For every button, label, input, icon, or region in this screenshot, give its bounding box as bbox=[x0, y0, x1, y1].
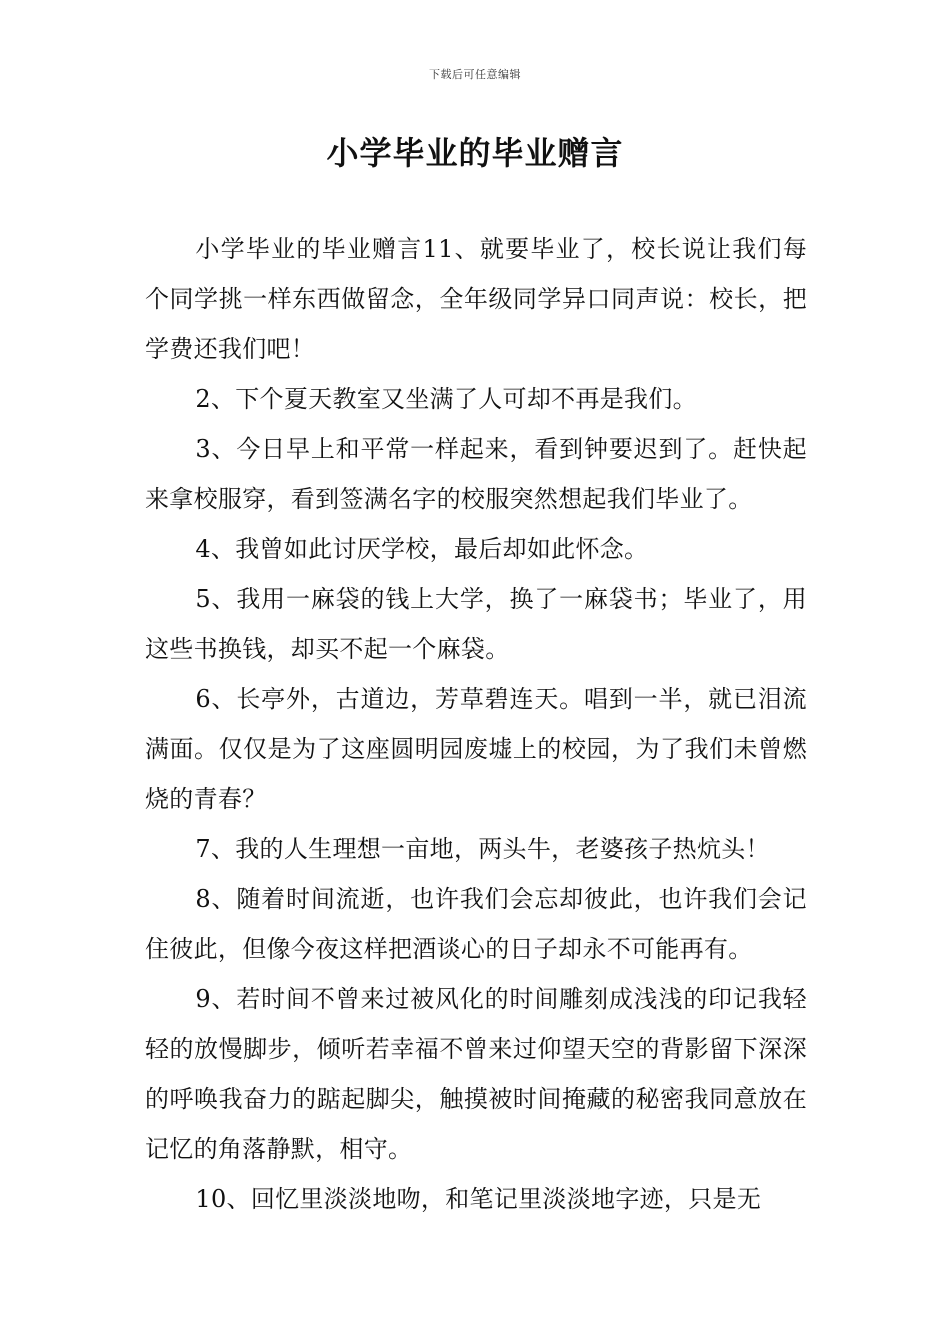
paragraph-3: 3、今日早上和平常一样起来，看到钟要迟到了。赶快起来拿校服穿，看到签满名字的校服突然想起我们毕业了。 bbox=[145, 435, 807, 513]
paragraph-2: 2、下个夏天教室又坐满了人可却不再是我们。 bbox=[195, 385, 697, 413]
paragraph-8: 8、随着时间流逝，也许我们会忘却彼此，也许我们会记住彼此，但像今夜这样把酒谈心的日子却永不可能再有。 bbox=[145, 885, 807, 963]
paragraph-9: 9、若时间不曾来过被风化的时间雕刻成浅浅的印记我轻轻的放慢脚步，倾听若幸福不曾来过仰望天空的背影留下深深的呼唤我奋力的踮起脚尖，触摸被时间掩藏的秘密我同意放在记忆的角落静默，相守。 bbox=[145, 985, 807, 1163]
paragraph-6: 6、长亭外，古道边，芳草碧连天。唱到一半，就已泪流满面。仅仅是为了这座圆明园废墟上的校园，为了我们未曾燃烧的青春？ bbox=[145, 685, 807, 813]
paragraph-10: 10、回忆里淡淡地吻，和笔记里淡淡地字迹，只是无 bbox=[195, 1185, 762, 1213]
paragraph-4: 4、我曾如此讨厌学校，最后却如此怀念。 bbox=[195, 535, 649, 563]
paragraph-7: 7、我的人生理想一亩地，两头牛，老婆孩子热炕头！ bbox=[195, 835, 770, 863]
header-note: 下载后可任意编辑 bbox=[429, 68, 521, 81]
paragraph-1: 小学毕业的毕业赠言11、就要毕业了，校长说让我们每个同学挑一样东西做留念，全年级同学异口同声说：校长，把学费还我们吧！ bbox=[145, 235, 807, 363]
document-title: 小学毕业的毕业赠言 bbox=[326, 134, 624, 172]
document-body bbox=[145, 224, 807, 1224]
paragraph-5: 5、我用一麻袋的钱上大学，换了一麻袋书；毕业了，用这些书换钱，却买不起一个麻袋。 bbox=[145, 585, 807, 663]
